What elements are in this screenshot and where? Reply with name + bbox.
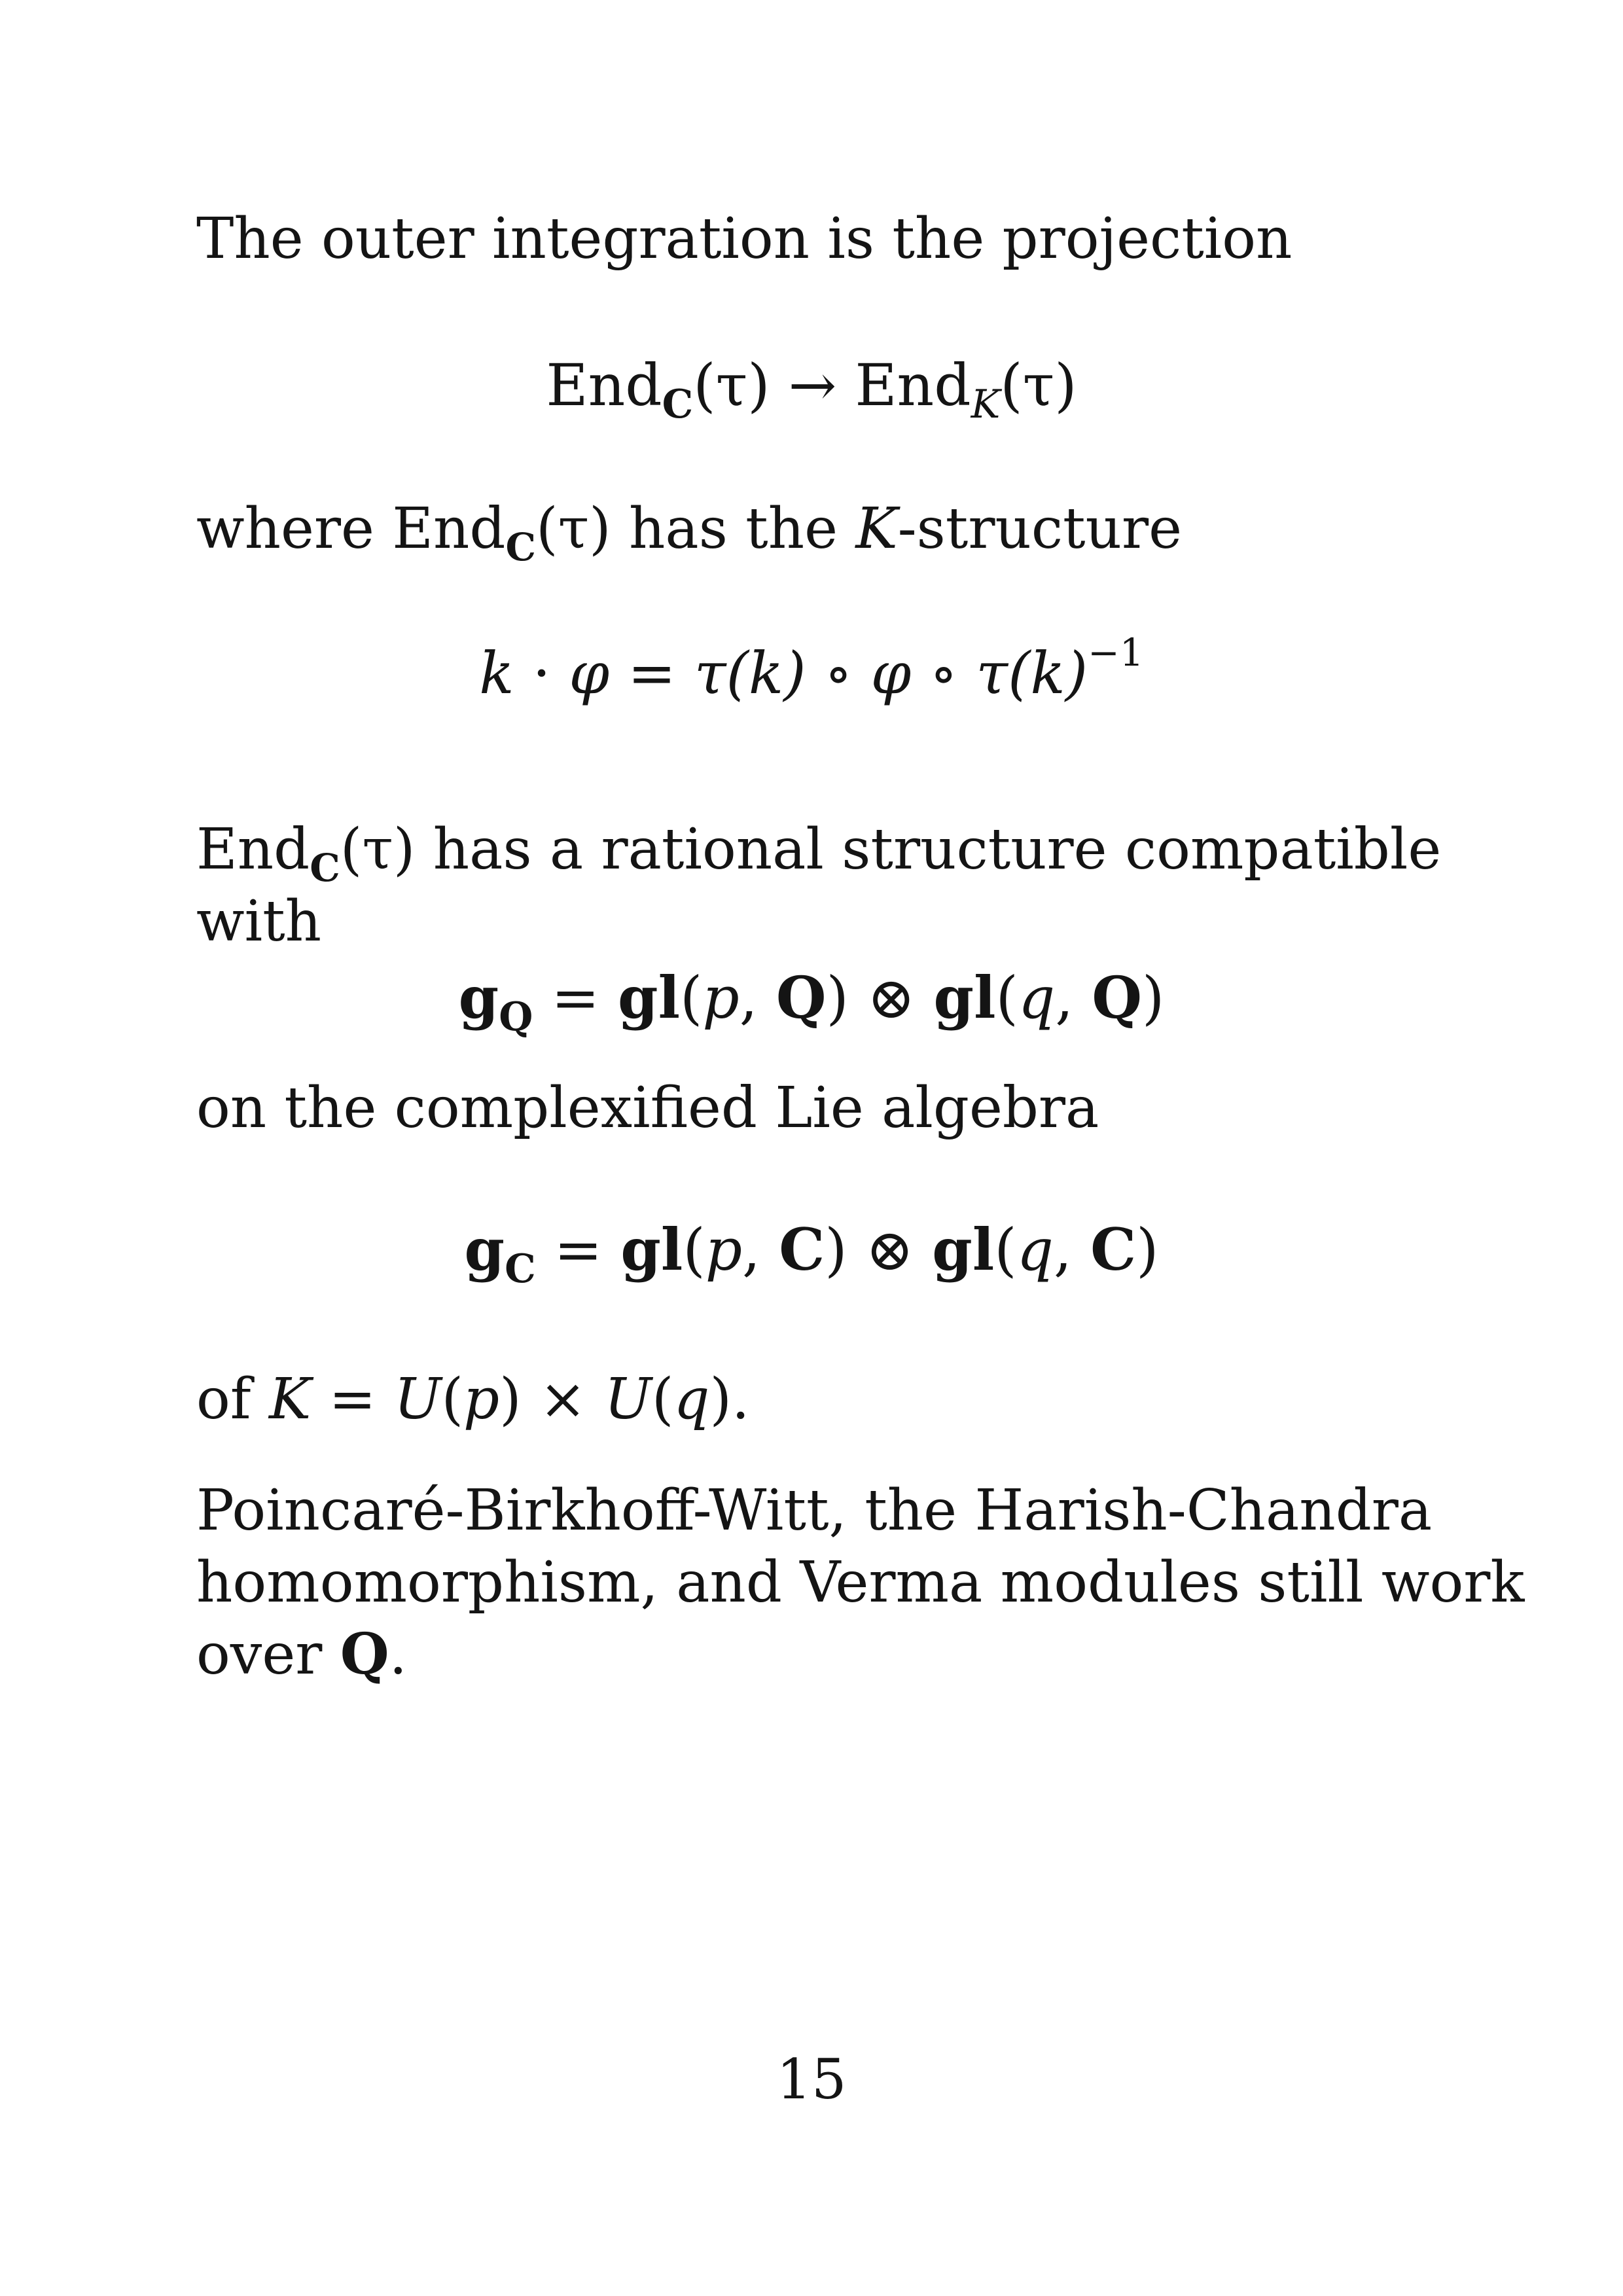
var-tau: τ xyxy=(976,639,1008,707)
var-k: k xyxy=(479,639,514,707)
gl-operator: gl xyxy=(932,1215,995,1283)
period: . xyxy=(389,1622,407,1687)
field-C: C xyxy=(310,844,340,890)
equation-g-C xyxy=(0,1215,1623,1293)
open-paren: ( xyxy=(441,1367,463,1432)
text-has-the: has the xyxy=(611,496,856,562)
inverse-exponent: −1 xyxy=(1088,630,1144,675)
text-complexified: on the complexified Lie algebra xyxy=(196,1075,1099,1141)
close-paren: ) xyxy=(499,1367,522,1432)
field-C: C xyxy=(505,524,537,569)
text-line-2 xyxy=(196,496,1182,569)
times-symbol: × xyxy=(539,1367,587,1432)
tau-argument: (τ) xyxy=(340,817,416,882)
period: . xyxy=(732,1367,750,1432)
var-phi: φ xyxy=(569,639,610,707)
var-q: q xyxy=(673,1367,710,1432)
tau-argument: (τ) xyxy=(693,351,770,419)
close-paren: ) xyxy=(709,1367,732,1432)
open-paren: ( xyxy=(651,1367,674,1432)
field-Q: Q xyxy=(1092,963,1142,1031)
k-argument: (k) xyxy=(1008,639,1088,707)
equals-symbol: = xyxy=(329,1367,376,1432)
text-line-5 xyxy=(196,1367,750,1432)
equation-k-structure xyxy=(0,630,1623,707)
var-q: q xyxy=(1018,964,1056,1031)
end-operator: End xyxy=(392,496,506,562)
end-operator: End xyxy=(196,817,310,882)
close-paren: ) xyxy=(826,964,849,1031)
arrow-symbol: → xyxy=(788,351,837,419)
comma: , xyxy=(1055,964,1074,1031)
text-with: with xyxy=(196,889,322,954)
comma: , xyxy=(1053,1216,1072,1283)
open-paren: ( xyxy=(995,964,1018,1031)
text-line-3 xyxy=(196,817,1442,890)
gl-operator: gl xyxy=(618,963,680,1031)
close-paren: ) xyxy=(825,1216,847,1283)
field-Q: Q xyxy=(776,963,827,1031)
var-phi: φ xyxy=(870,639,912,707)
open-paren: ( xyxy=(994,1216,1017,1283)
equals-symbol: = xyxy=(554,1216,603,1283)
var-p: p xyxy=(702,964,740,1031)
text-line-1 xyxy=(196,206,1293,272)
var-tau: τ xyxy=(694,639,726,707)
equals-symbol: = xyxy=(628,639,676,707)
text-line-3b xyxy=(196,889,322,954)
dot-symbol: · xyxy=(532,639,551,707)
lie-algebra-g: g xyxy=(458,963,499,1031)
compose-symbol: ∘ xyxy=(929,639,958,707)
end-operator: End xyxy=(855,351,971,419)
page-number: 15 xyxy=(776,2047,847,2111)
text-structure: -structure xyxy=(897,496,1182,562)
text-pbw: Poincaré-Birkhoff-Witt, the Harish-Chandra xyxy=(196,1478,1433,1543)
group-K: K xyxy=(971,382,1001,428)
close-paren: ) xyxy=(1136,1216,1159,1283)
var-q: q xyxy=(1016,1216,1054,1283)
text-line-4 xyxy=(196,1075,1099,1141)
tensor-symbol: ⊗ xyxy=(866,964,916,1031)
var-p: p xyxy=(463,1367,500,1432)
close-paren: ) xyxy=(1141,964,1165,1031)
gl-operator: gl xyxy=(933,963,996,1031)
text-where: where xyxy=(196,496,393,562)
open-paren: ( xyxy=(680,964,703,1031)
gl-operator: gl xyxy=(620,1215,683,1283)
var-p: p xyxy=(705,1216,743,1283)
group-K: K xyxy=(268,1367,312,1432)
open-paren: ( xyxy=(683,1216,705,1283)
equation-projection xyxy=(0,351,1623,428)
text-of: of xyxy=(196,1367,269,1432)
field-C: C xyxy=(779,1215,825,1283)
field-C: C xyxy=(662,382,694,428)
k-argument: (k) xyxy=(726,639,806,707)
comma: , xyxy=(739,964,758,1031)
text-line-8 xyxy=(196,1621,407,1687)
field-C: C xyxy=(505,1246,536,1293)
lie-algebra-g: g xyxy=(464,1215,505,1283)
end-operator: End xyxy=(546,351,662,419)
text-projection-sentence: The outer integration is the projection xyxy=(196,206,1293,272)
text-line-7 xyxy=(196,1550,1525,1615)
group-K: K xyxy=(855,496,898,562)
equation-g-Q xyxy=(0,963,1623,1041)
compose-symbol: ∘ xyxy=(824,639,853,707)
field-Q: Q xyxy=(499,994,533,1041)
tau-argument: (τ) xyxy=(1000,351,1077,419)
tau-argument: (τ) xyxy=(536,496,611,562)
comma: , xyxy=(742,1216,761,1283)
text-homomorphism: homomorphism, and Verma modules still work xyxy=(196,1550,1525,1615)
field-C: C xyxy=(1090,1215,1137,1283)
unitary-U: U xyxy=(393,1367,442,1432)
text-rational-structure: has a rational structure compatible xyxy=(415,817,1442,882)
equals-symbol: = xyxy=(551,964,600,1031)
field-Q: Q xyxy=(340,1621,389,1687)
unitary-U: U xyxy=(604,1367,652,1432)
text-over: over xyxy=(196,1622,340,1687)
text-line-6 xyxy=(196,1478,1433,1543)
tensor-symbol: ⊗ xyxy=(865,1216,914,1283)
